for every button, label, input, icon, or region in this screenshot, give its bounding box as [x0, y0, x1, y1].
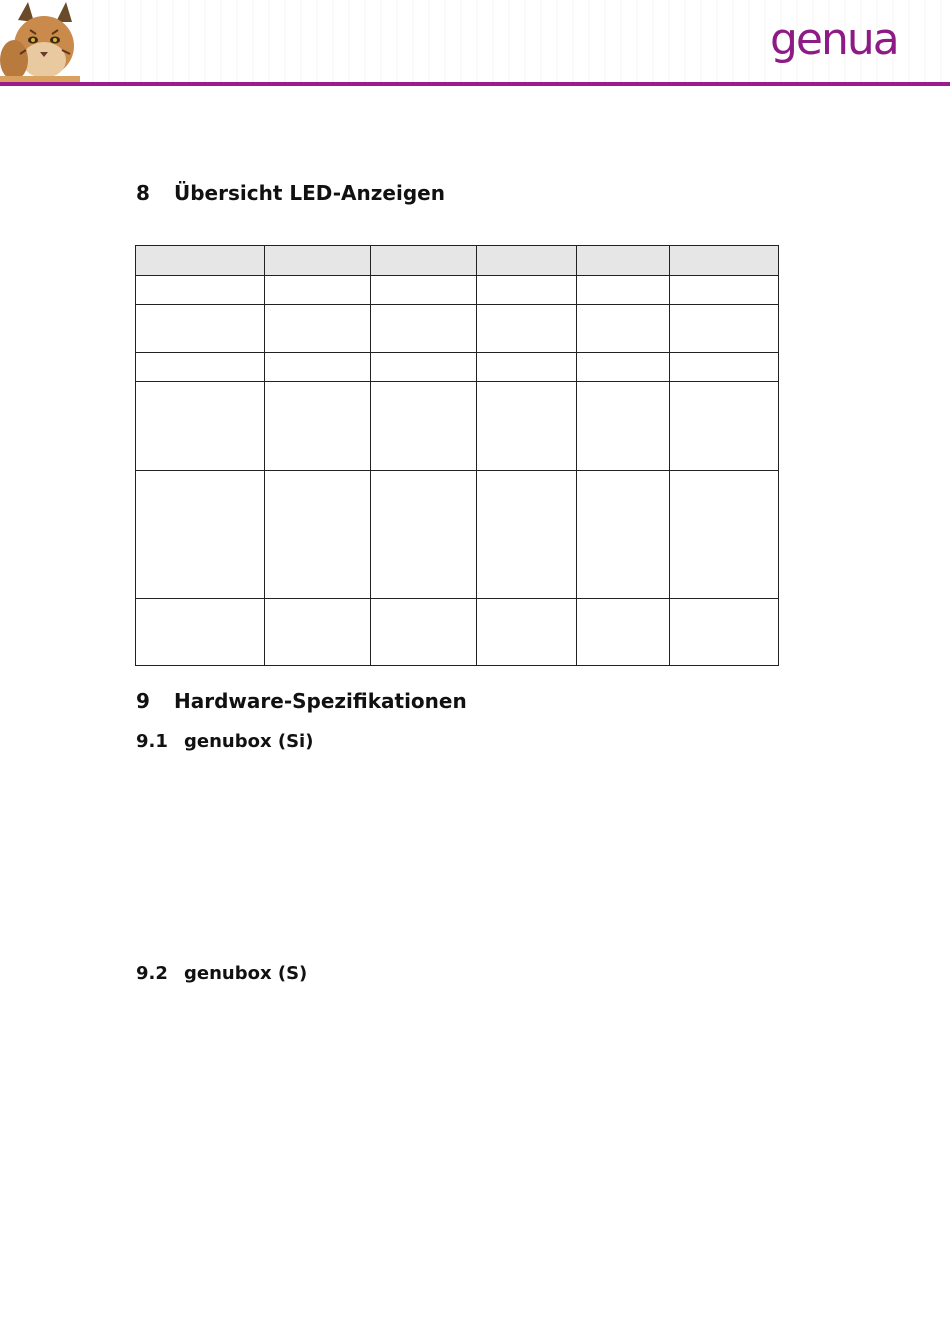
table-cell — [670, 599, 779, 666]
table-cell — [371, 353, 477, 382]
table-cell — [577, 471, 670, 599]
section-number: 8 — [136, 181, 150, 205]
section-title: Übersicht LED-Anzeigen — [174, 181, 445, 205]
table-row — [136, 353, 779, 382]
table-cell — [265, 382, 371, 471]
logo-text: genua — [770, 14, 898, 65]
section-9-1-heading — [136, 731, 313, 752]
genua-logo — [770, 14, 898, 65]
table-row — [136, 305, 779, 353]
table-cell — [670, 382, 779, 471]
table-cell — [265, 276, 371, 305]
table-header-cell — [265, 246, 371, 276]
section-9-2-heading — [136, 963, 307, 984]
table-cell — [265, 305, 371, 353]
table-cell — [371, 276, 477, 305]
table-header-cell — [670, 246, 779, 276]
table-cell — [577, 305, 670, 353]
table-cell — [136, 276, 265, 305]
table-row — [136, 471, 779, 599]
table-cell — [577, 599, 670, 666]
table-cell — [265, 471, 371, 599]
section-title: genubox (S) — [184, 963, 308, 984]
table-cell — [670, 305, 779, 353]
table-cell — [136, 305, 265, 353]
section-8-heading — [136, 181, 445, 205]
table-cell — [477, 599, 577, 666]
table-cell — [136, 353, 265, 382]
section-number: 9 — [136, 689, 150, 713]
led-overview-table — [135, 245, 779, 666]
table-cell — [477, 276, 577, 305]
table-cell — [477, 382, 577, 471]
section-title: Hardware-Spezifikationen — [174, 689, 467, 713]
table-header-cell — [371, 246, 477, 276]
table-header-cell — [577, 246, 670, 276]
section-number: 9.2 — [136, 963, 168, 984]
page-header — [0, 0, 950, 84]
table-row — [136, 599, 779, 666]
table-cell — [136, 471, 265, 599]
table-row — [136, 276, 779, 305]
table-cell — [577, 353, 670, 382]
table-cell — [265, 353, 371, 382]
lynx-icon — [0, 0, 80, 84]
table-cell — [477, 353, 577, 382]
table-cell — [577, 382, 670, 471]
table-cell — [136, 382, 265, 471]
table-cell — [670, 353, 779, 382]
table-header-cell — [477, 246, 577, 276]
table-cell — [371, 305, 477, 353]
header-divider — [0, 82, 950, 86]
table-header-cell — [136, 246, 265, 276]
table-cell — [265, 599, 371, 666]
table-cell — [577, 276, 670, 305]
table-cell — [371, 599, 477, 666]
table-cell — [477, 471, 577, 599]
table-cell — [371, 382, 477, 471]
table-cell — [136, 599, 265, 666]
section-title: genubox (Si) — [184, 731, 314, 752]
section-9-heading — [136, 689, 467, 713]
table-cell — [670, 276, 779, 305]
table-cell — [477, 305, 577, 353]
table-cell — [670, 471, 779, 599]
section-number: 9.1 — [136, 731, 168, 752]
table-header-row — [136, 246, 779, 276]
table-row — [136, 382, 779, 471]
table-cell — [371, 471, 477, 599]
